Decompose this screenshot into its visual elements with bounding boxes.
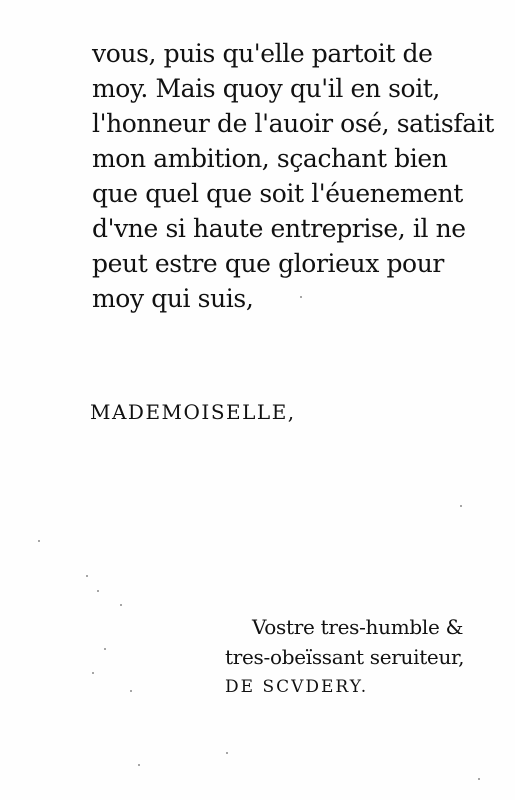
signature-line-closing: Vostre tres-humble & [252,615,464,639]
body-line: l'honneur de l'auoir osé, satisfait [92,109,494,138]
paper-speck [130,690,132,692]
body-line: vous, puis qu'elle partoit de [92,39,433,68]
salutation: MADEMOISELLE, [90,400,296,424]
body-line: mon ambition, sçachant bien [92,144,448,173]
paper-speck [300,296,302,298]
body-line: que quel que soit l'éuenement [92,179,463,208]
paper-speck [97,590,99,592]
body-line: moy. Mais quoy qu'il en soit, [92,74,440,103]
paper-speck [478,778,480,780]
signature-block [225,612,485,702]
body-line: moy qui suis, [92,284,254,313]
letter-body [92,36,494,316]
body-line: peut estre que glorieux pour [92,249,444,278]
paper-speck [138,764,140,766]
body-line: d'vne si haute entreprise, il ne [92,214,466,243]
paper-speck [104,648,106,650]
paper-speck [120,604,122,606]
paper-speck [38,540,40,542]
paper-speck [460,505,462,507]
paper-speck [86,575,88,577]
signature-name: DE SCVDERY. [225,677,369,697]
paper-speck [92,672,94,674]
paper-speck [226,752,228,754]
signature-line-servant: tres-obeïssant seruiteur, [225,645,465,669]
